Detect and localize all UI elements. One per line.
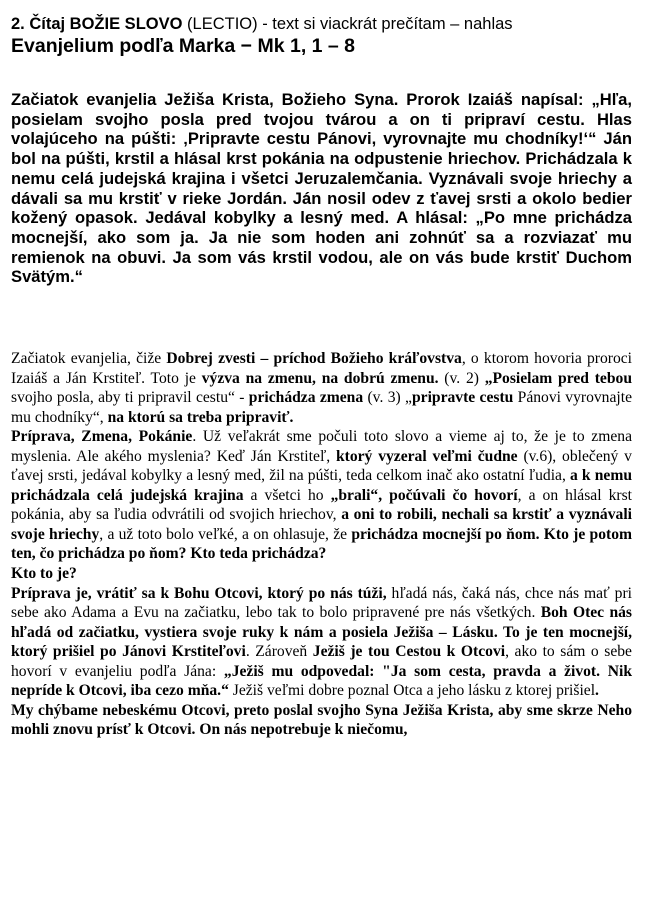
text-run: svojho posla, aby ti pripravil cestu“ - [11, 389, 249, 407]
bold-phrase: Dobrej zvesti – príchod Božieho kráľovstva [166, 350, 462, 367]
text-run: (v. 2) [438, 369, 485, 387]
bold-phrase: Príprava je, vrátiť sa k Bohu Otcovi, ktorý po nás túži, [11, 584, 387, 602]
text-run: Ježiš veľmi dobre poznal Otca a jeho lásku z ktorej prišiel [228, 682, 596, 700]
commentary-paragraph [11, 427, 632, 564]
lectio-label: 2. Čítaj BOŽIE SLOVO [11, 15, 183, 33]
text-run: , a on hlásal krst pokánia, aby sa ľudia odvrátili od svojich hriechov, [11, 486, 632, 524]
bold-phrase: prichádza zmena [248, 389, 364, 407]
text-run: , o ktorom hovoria proroci Izaiáš a Ján Krstiteľ. Toto je [11, 350, 633, 387]
bold-phrase: Kto je potom ten, čo prichádza po ňom? Kto teda prichádza? [11, 525, 633, 563]
bold-phrase: ktorý vyzeral veľmi čudne [335, 447, 518, 465]
text-run: Začiatok evanjelia, čiže [11, 350, 167, 367]
text-run: . Už veľakrát sme počuli toto slovo a vieme aj to, že je to zmena myslenia. Ale akého myslenia? Keď Ján Krstiteľ, [11, 428, 632, 465]
commentary-paragraph [11, 349, 632, 427]
bold-phrase: Kto to je? [11, 565, 77, 583]
text-run: , a už toto bolo veľké, a on ohlasuje, že [99, 525, 352, 543]
bold-phrase: a k nemu prichádzala celá judejská krajina [11, 467, 632, 504]
gospel-title: Evanjelium podľa Marka − Mk 1, 1 – 8 [11, 35, 356, 57]
bold-phrase: na ktorú sa treba pripraviť. [107, 408, 294, 426]
bold-phrase: „Ježiš mu odpovedal: "Ja som cesta, pravda a život. Nik nepríde k Otcovi, iba cezo mňa.“ [11, 662, 632, 700]
bold-phrase: My chýbame nebeskému Otcovi, preto poslal svojho Syna Ježiša Krista, aby sme skrze Neho mohli znovu prísť k Otcovi. On nás nepotrebuje k niečomu, [11, 701, 632, 739]
text-run: , ako to sám o sebe hovorí v evanjeliu podľa Jána: [11, 643, 632, 680]
bold-phrase: pripravte cestu [411, 389, 514, 407]
commentary-text [11, 349, 632, 740]
bold-phrase: a oni to robili, nechali sa krstiť a vyznávali svoje hriechy [11, 506, 632, 543]
bold-phrase: „Posielam pred tebou [484, 369, 632, 387]
text-run: . Zároveň [245, 643, 313, 661]
text-run: Pánovi vyrovnajte mu chodníky“, [11, 389, 632, 426]
bold-phrase: výzva na zmenu, na dobrú zmenu. [201, 369, 439, 387]
bold-phrase: Príprava, Zmena, Pokánie [11, 428, 193, 446]
lectio-note: (LECTIO) - text si viackrát prečítam – nahlas [182, 15, 513, 33]
text-run: (v. 3) „ [363, 389, 412, 407]
text-run: a všetci ho [243, 486, 331, 504]
text-run: hľadá nás, čaká nás, chce nás mať pri sebe ako Adama a Evu na začiatku, lebo tak to bolo pripravené pre nás všetkých. [11, 584, 632, 622]
lectio-instruction [11, 14, 641, 34]
bold-phrase: „brali“, počúvali čo hovorí [330, 486, 518, 504]
section-heading [11, 14, 641, 58]
text-run: (v.6), oblečený v ťavej srsti, jedával kobylky a lesný med, žil na púšti, teda celkom inač ako ostatní ľudia, [11, 447, 632, 485]
gospel-passage: Začiatok evanjelia Ježiša Krista, Božieho Syna. Prorok Izaiáš napísal: „Hľa, posielam svojho posla pred tvojou tvárou a on ti pripraví cestu. Hlas volajúceho na púšti: ‚Pripravte cestu Pánovi, vyrovnajte mu chodníky!‘“ Ján bol na púšti, krstil a hlásal krst pokánia na odpustenie hriechov. Prichádzala k nemu celá judejská krajina i všetci Jeruzalemčania. Vyznávali svoje hriechy a dávali sa mu krstiť v rieke Jordán. Ján nosil odev z ťavej srsti a okolo bedier kožený opasok. Jedával kobylky a lesný med. A hlásal: „Po mne prichádza mocnejší, ako som ja. Ja nie som hoden ani zohnúť sa a rozviazať mu remienok na obuvi. Ja som vás krstil vodou, ale on vás bude krstiť Duchom Svätým.“ [11, 90, 632, 287]
bold-phrase: Ježiš je tou Cestou k Otcovi [312, 643, 506, 661]
bold-phrase: prichádza mocnejší po ňom. [351, 525, 540, 543]
commentary-paragraph [11, 701, 632, 740]
bold-phrase: . [595, 682, 599, 700]
bold-phrase: Boh Otec nás hľadá od začiatku, vystiera svoje ruky k nám a posiela Ježiša – Lásku. To je ten mocnejší, ktorý prišiel po Jánovi Krstiteľovi [11, 604, 632, 661]
commentary-paragraph [11, 564, 632, 584]
commentary-paragraph [11, 584, 632, 701]
